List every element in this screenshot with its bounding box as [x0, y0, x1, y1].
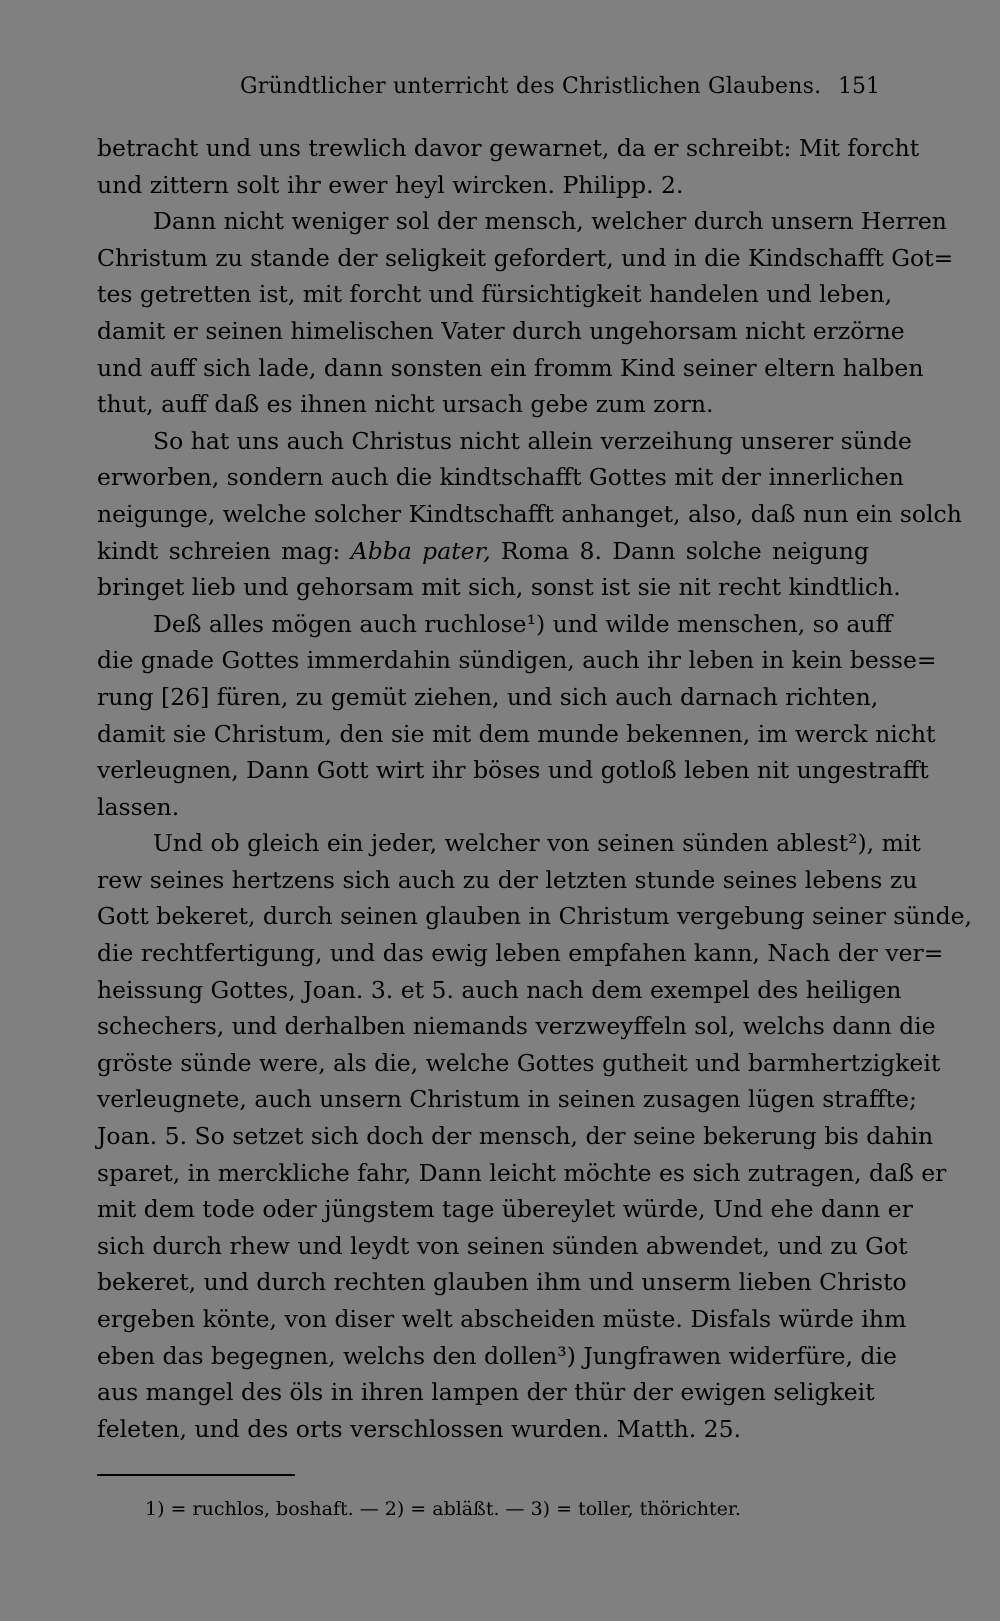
body-text: [97, 130, 973, 1447]
text-line: Gott bekeret, durch seinen glauben in Christum vergebung seiner sünde,: [97, 902, 973, 931]
text-line: So hat uns auch Christus nicht allein verzeihung unserer sünde: [153, 426, 912, 455]
text-line: Dann nicht weniger sol der mensch, welcher durch unsern Herren: [153, 207, 947, 236]
latin-quote: Abba pater,: [350, 536, 491, 565]
text-line: rung [26] füren, zu gemüt ziehen, und sich auch darnach richten,: [97, 682, 879, 711]
text-line: Joan. 5. So setzet sich doch der mensch, der seine bekerung bis dahin: [97, 1122, 934, 1151]
text-line: heissung Gottes, Joan. 3. et 5. auch nach dem exempel des heiligen: [97, 975, 902, 1004]
running-title: Gründtlicher unterricht des Christlichen Glaubens.: [240, 74, 822, 99]
text-line: damit er seinen himelischen Vater durch ungehorsam nicht erzörne: [97, 316, 905, 345]
text-line: schechers, und derhalben niemands verzweyffeln sol, welchs dann die: [97, 1012, 936, 1041]
text-line: und auff sich lade, dann sonsten ein fromm Kind seiner eltern halben: [97, 353, 924, 382]
text-line: mit dem tode oder jüngstem tage übereylet würde, Und ehe dann er: [97, 1195, 913, 1224]
text-line: rew seines hertzens sich auch zu der letzten stunde seines lebens zu: [97, 865, 918, 894]
text-line: gröste sünde were, als die, welche Gottes gutheit und barmhertzigkeit: [97, 1048, 941, 1077]
text-run: Roma 8. Dann solche neigung: [490, 536, 869, 565]
footnote-separator: [97, 1474, 295, 1476]
text-line: Christum zu stande der seligkeit gefordert, und in die Kindschafft Got=: [97, 243, 954, 272]
text-line: betracht und uns trewlich davor gewarnet, da er schreibt: Mit forcht: [97, 134, 920, 162]
text-line: bringet lieb und gehorsam mit sich, sonst ist sie nit recht kindtlich.: [97, 573, 901, 602]
text-line: Und ob gleich ein jeder, welcher von seinen sünden ablest²), mit: [153, 829, 921, 858]
text-line: Deß alles mögen auch ruchlose¹) und wilde menschen, so auff: [153, 609, 893, 638]
text-line: und zittern solt ihr ewer heyl wircken. Philipp. 2.: [97, 170, 684, 199]
text-line: sparet, in merckliche fahr, Dann leicht möchte es sich zutragen, daß er: [97, 1158, 947, 1187]
text-line: tes getretten ist, mit forcht und fürsichtigkeit handelen und leben,: [97, 280, 893, 309]
footnote: 1) = ruchlos, boshaft. — 2) = abläßt. — 3) = toller, thörichter.: [145, 1498, 741, 1520]
text-line: verleugnen, Dann Gott wirt ihr böses und gotloß leben nit ungestrafft: [97, 756, 929, 785]
text-line: sich durch rhew und leydt von seinen sünden abwendet, und zu Got: [97, 1231, 908, 1260]
text-line: die gnade Gottes immerdahin sündigen, auch ihr leben in kein besse=: [97, 646, 937, 675]
text-line: neigunge, welche solcher Kindtschafft anhanget, also, daß nun ein solch: [97, 499, 962, 528]
text-line: die rechtfertigung, und das ewig leben empfahen kann, Nach der ver=: [97, 939, 944, 968]
text-line: feleten, und des orts verschlossen wurden. Matth. 25.: [97, 1414, 742, 1443]
page-number: 151: [838, 74, 880, 99]
text-line: lassen.: [97, 792, 180, 821]
text-line: eben das begegnen, welchs den dollen³) Jungfrawen widerfüre, die: [97, 1341, 897, 1370]
text-line: verleugnete, auch unsern Christum in seinen zusagen lügen straffte;: [97, 1085, 917, 1114]
text-line: aus mangel des öls in ihren lampen der thür der ewigen seligkeit: [97, 1378, 875, 1407]
text-line: bekeret, und durch rechten glauben ihm und unserm lieben Christo: [97, 1268, 907, 1297]
text-line: [97, 533, 869, 570]
text-line: thut, auff daß es ihnen nicht ursach gebe zum zorn.: [97, 390, 714, 419]
text-line: erworben, sondern auch die kindtschafft Gottes mit der innerlichen: [97, 463, 904, 492]
text-line: damit sie Christum, den sie mit dem munde bekennen, im werck nicht: [97, 719, 936, 748]
text-run: kindt schreien mag:: [97, 536, 351, 565]
text-line: ergeben könte, von diser welt abscheiden müste. Disfals würde ihm: [97, 1305, 907, 1333]
